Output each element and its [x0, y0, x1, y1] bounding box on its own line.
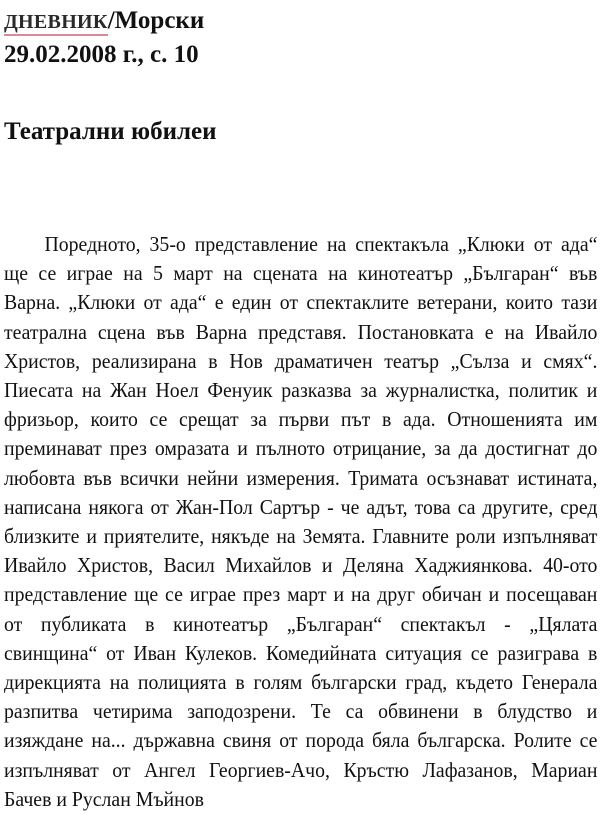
article-header: [4, 4, 204, 72]
article-title: Театрални юбилеи: [4, 118, 217, 145]
article-body: Поредното, 35-о представление на спектакъла „Клюки от ада“ ще се играе на 5 март на сцената на кинотеатър „Българан“ във Варна. „Клюки от ада“ е един от спектаклите ветерани, които тази театрална сцена във Варна представя. Постановката е на Ивайло Христов, реализирана в Нов драматичен театър „Сълза и смях“. Пиесата на Жан Ноел Фенуик разказва за журналистка, политик и фризьор, които се срещат за първи път в ада. Отношенията им преминават през омразата и пълното отрицание, за да достигнат до любовта във всички нейни измерения. Тримата осъзнават истината, написана някога от Жан-Пол Сартър - че адът, това са другите, сред близките и приятелите, някъде на Земята. Главните роли изпълняват Ивайло Христов, Васил Михайлов и Деляна Хаджиянкова. 40-ото представление ще се играе през март и на друг обичан и посещаван от публиката в кинотеатър „Българан“ спектакъл - „Цялата свинщина“ от Иван Кулеков. Комедийната ситуация се разиграва в дирекцията на полицията в голям български град, където Генерала разпитва четирима заподозрени. Те са обвинени в блудство и изяждане на... държавна свиня от порода бяла българска. Ролите се изпълняват от Ангел Георгиев-Ачо, Кръстю Лафазанов, Мариан Бачев и Руслан Мъйнов: [4, 232, 598, 811]
publication-logo: ДНЕВНИК: [4, 11, 108, 36]
date-page: 29.02.2008 г., с. 10: [4, 41, 199, 68]
section-label: /Морски: [107, 7, 205, 34]
source-line: [4, 4, 204, 38]
